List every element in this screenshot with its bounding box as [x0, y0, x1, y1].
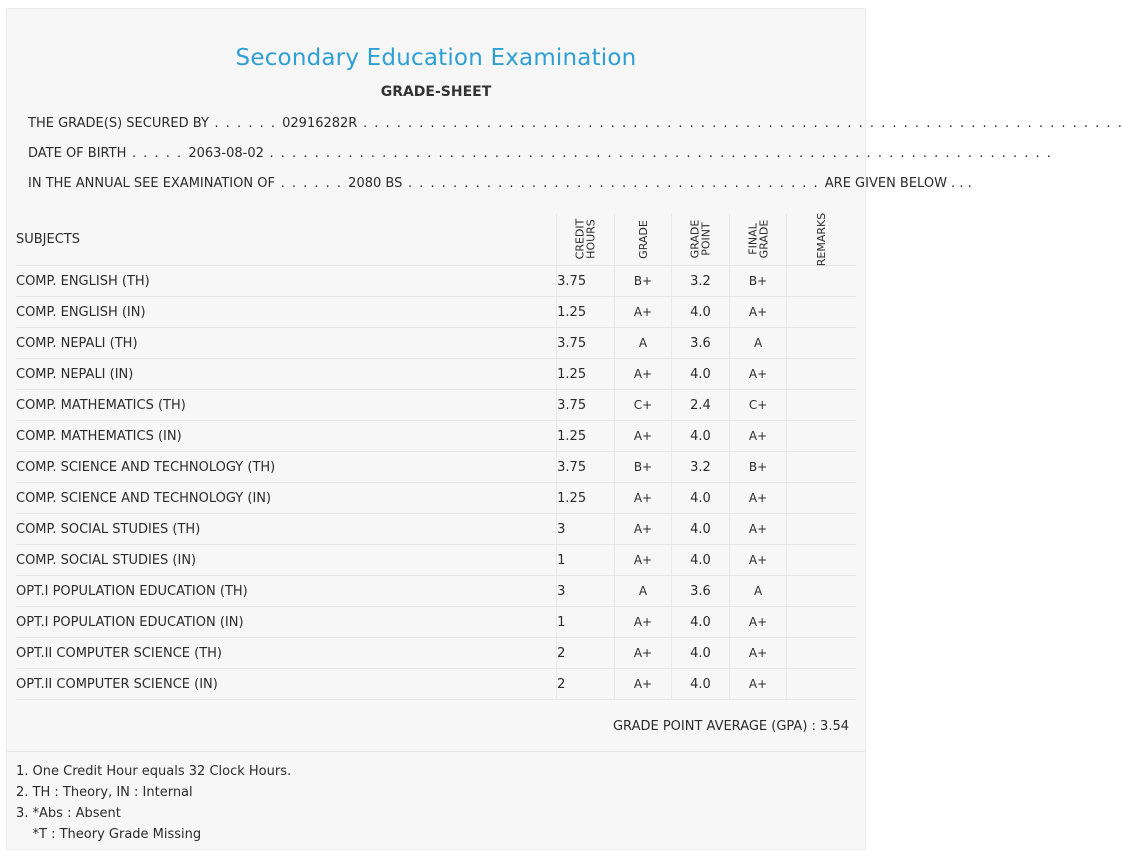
final-grade-cell: A+ — [729, 514, 787, 545]
subject-cell: OPT.I POPULATION EDUCATION (IN) — [16, 607, 557, 638]
final-grade-cell: A+ — [729, 669, 787, 700]
note-item: 2. TH : Theory, IN : Internal — [16, 785, 193, 800]
grade-point-cell: 4.0 — [672, 545, 730, 576]
remarks-cell — [787, 669, 856, 700]
note-item: *T : Theory Grade Missing — [16, 827, 202, 842]
table-row — [16, 297, 856, 328]
grade-point-cell: 3.2 — [672, 266, 730, 297]
final-grade-cell: C+ — [729, 390, 787, 421]
grade-cell: A+ — [614, 638, 672, 669]
table-row — [16, 266, 856, 297]
table-row — [16, 452, 856, 483]
subject-cell: OPT.II COMPUTER SCIENCE (IN) — [16, 669, 557, 700]
gpa-value: 3.54 — [820, 719, 849, 734]
final-grade-cell: B+ — [729, 452, 787, 483]
grade-cell: A+ — [614, 297, 672, 328]
grade-point-cell: 3.2 — [672, 452, 730, 483]
grade-point-cell: 3.6 — [672, 328, 730, 359]
table-row — [16, 421, 856, 452]
remarks-cell — [787, 421, 856, 452]
final-grade-cell: A+ — [729, 297, 787, 328]
secured-by-line: THE GRADE(S) SECURED BY . . . . . . 02916282R . . . . . . . . . . . . . . . . . . . . . . . . . . . . . . . . . . . . . . . . . . . . . . . . . . . . . . . . . . . . . . . . . . . . — [28, 116, 1123, 131]
grades-table — [16, 214, 856, 700]
page-title: Secondary Education Examination — [235, 45, 637, 71]
grade-cell: B+ — [614, 452, 672, 483]
credit-hours-cell: 3 — [557, 514, 615, 545]
exam-line: IN THE ANNUAL SEE EXAMINATION OF . . . . . . 2080 BS . . . . . . . . . . . . . . . . . . . . . . . . . . . . . . . . . . . . . ARE GIVEN BELOW . . . — [28, 176, 972, 191]
grade-cell: A+ — [614, 514, 672, 545]
grade-point-cell: 4.0 — [672, 669, 730, 700]
subject-cell: OPT.I POPULATION EDUCATION (TH) — [16, 576, 557, 607]
header-final-grade: FINAL GRADE — [729, 214, 787, 266]
note-item: 1. One Credit Hour equals 32 Clock Hours. — [16, 764, 292, 779]
table-header-row — [16, 214, 856, 266]
header-subjects: SUBJECTS — [16, 214, 557, 266]
final-grade-cell: A+ — [729, 638, 787, 669]
credit-hours-cell: 3.75 — [557, 390, 615, 421]
secured-by-label: THE GRADE(S) SECURED BY — [28, 116, 209, 131]
header-grade: GRADE — [614, 214, 672, 266]
grade-cell: A+ — [614, 545, 672, 576]
secured-by-value: 02916282R — [282, 116, 358, 131]
grade-point-cell: 4.0 — [672, 638, 730, 669]
grade-point-cell: 4.0 — [672, 607, 730, 638]
credit-hours-cell: 3 — [557, 576, 615, 607]
subject-cell: COMP. MATHEMATICS (TH) — [16, 390, 557, 421]
table-row — [16, 483, 856, 514]
grade-cell: A+ — [614, 607, 672, 638]
note-item: 3. *Abs : Absent — [16, 806, 121, 821]
subject-cell: COMP. NEPALI (IN) — [16, 359, 557, 390]
table-row — [16, 607, 856, 638]
subject-cell: COMP. ENGLISH (IN) — [16, 297, 557, 328]
grade-point-cell: 4.0 — [672, 297, 730, 328]
exam-value: 2080 BS — [348, 176, 403, 191]
table-row — [16, 576, 856, 607]
dob-label: DATE OF BIRTH — [28, 146, 127, 161]
subject-cell: COMP. NEPALI (TH) — [16, 328, 557, 359]
table-row — [16, 514, 856, 545]
final-grade-cell: A+ — [729, 421, 787, 452]
remarks-cell — [787, 390, 856, 421]
dob-value: 2063-08-02 — [188, 146, 264, 161]
credit-hours-cell: 1.25 — [557, 359, 615, 390]
grade-point-cell: 4.0 — [672, 483, 730, 514]
table-row — [16, 390, 856, 421]
credit-hours-cell: 1 — [557, 545, 615, 576]
grade-cell: A+ — [614, 669, 672, 700]
header-credit-hours: CREDIT HOURS — [557, 214, 615, 266]
credit-hours-cell: 3.75 — [557, 328, 615, 359]
subject-cell: COMP. MATHEMATICS (IN) — [16, 421, 557, 452]
remarks-cell — [787, 576, 856, 607]
remarks-cell — [787, 514, 856, 545]
remarks-cell — [787, 297, 856, 328]
table-row — [16, 638, 856, 669]
gpa-summary — [613, 719, 849, 734]
final-grade-cell: A+ — [729, 359, 787, 390]
credit-hours-cell: 2 — [557, 638, 615, 669]
subject-cell: COMP. SOCIAL STUDIES (TH) — [16, 514, 557, 545]
grade-cell: A+ — [614, 359, 672, 390]
credit-hours-cell: 3.75 — [557, 452, 615, 483]
exam-label: IN THE ANNUAL SEE EXAMINATION OF — [28, 176, 275, 191]
remarks-cell — [787, 266, 856, 297]
final-grade-cell: A — [729, 328, 787, 359]
remarks-cell — [787, 359, 856, 390]
credit-hours-cell: 1 — [557, 607, 615, 638]
notes — [16, 761, 291, 845]
header-grade-point: GRADE POINT — [672, 214, 730, 266]
final-grade-cell: B+ — [729, 266, 787, 297]
grade-point-cell: 4.0 — [672, 514, 730, 545]
final-grade-cell: A+ — [729, 545, 787, 576]
grade-cell: A — [614, 328, 672, 359]
remarks-cell — [787, 452, 856, 483]
final-grade-cell: A+ — [729, 483, 787, 514]
dob-line: DATE OF BIRTH . . . . . 2063-08-02 . . . . . . . . . . . . . . . . . . . . . . . . . . . . . . . . . . . . . . . . . . . . . . . . . . . . . . . . . . . . . . . . . . . . . . — [28, 146, 1053, 161]
exam-suffix: ARE GIVEN BELOW . . . — [824, 176, 972, 191]
grade-point-cell: 4.0 — [672, 359, 730, 390]
grade-cell: A — [614, 576, 672, 607]
grade-cell: A+ — [614, 483, 672, 514]
remarks-cell — [787, 545, 856, 576]
credit-hours-cell: 3.75 — [557, 266, 615, 297]
grade-sheet — [6, 8, 1123, 850]
subject-cell: COMP. SCIENCE AND TECHNOLOGY (IN) — [16, 483, 557, 514]
credit-hours-cell: 1.25 — [557, 297, 615, 328]
grade-cell: B+ — [614, 266, 672, 297]
grade-point-cell: 3.6 — [672, 576, 730, 607]
remarks-cell — [787, 328, 856, 359]
table-row — [16, 545, 856, 576]
table-row — [16, 359, 856, 390]
remarks-cell — [787, 607, 856, 638]
gpa-label: GRADE POINT AVERAGE (GPA) : — [612, 719, 816, 734]
grade-point-cell: 4.0 — [672, 421, 730, 452]
page-subtitle: GRADE-SHEET — [380, 84, 492, 100]
credit-hours-cell: 1.25 — [557, 483, 615, 514]
subject-cell: COMP. SOCIAL STUDIES (IN) — [16, 545, 557, 576]
final-grade-cell: A — [729, 576, 787, 607]
header-remarks: REMARKS — [787, 214, 856, 266]
grade-cell: C+ — [614, 390, 672, 421]
remarks-cell — [787, 483, 856, 514]
table-row — [16, 328, 856, 359]
remarks-cell — [787, 638, 856, 669]
credit-hours-cell: 2 — [557, 669, 615, 700]
final-grade-cell: A+ — [729, 607, 787, 638]
subject-cell: COMP. ENGLISH (TH) — [16, 266, 557, 297]
grade-point-cell: 2.4 — [672, 390, 730, 421]
subject-cell: COMP. SCIENCE AND TECHNOLOGY (TH) — [16, 452, 557, 483]
credit-hours-cell: 1.25 — [557, 421, 615, 452]
gpa-row — [7, 701, 865, 752]
grade-cell: A+ — [614, 421, 672, 452]
table-row — [16, 669, 856, 700]
subject-cell: OPT.II COMPUTER SCIENCE (TH) — [16, 638, 557, 669]
